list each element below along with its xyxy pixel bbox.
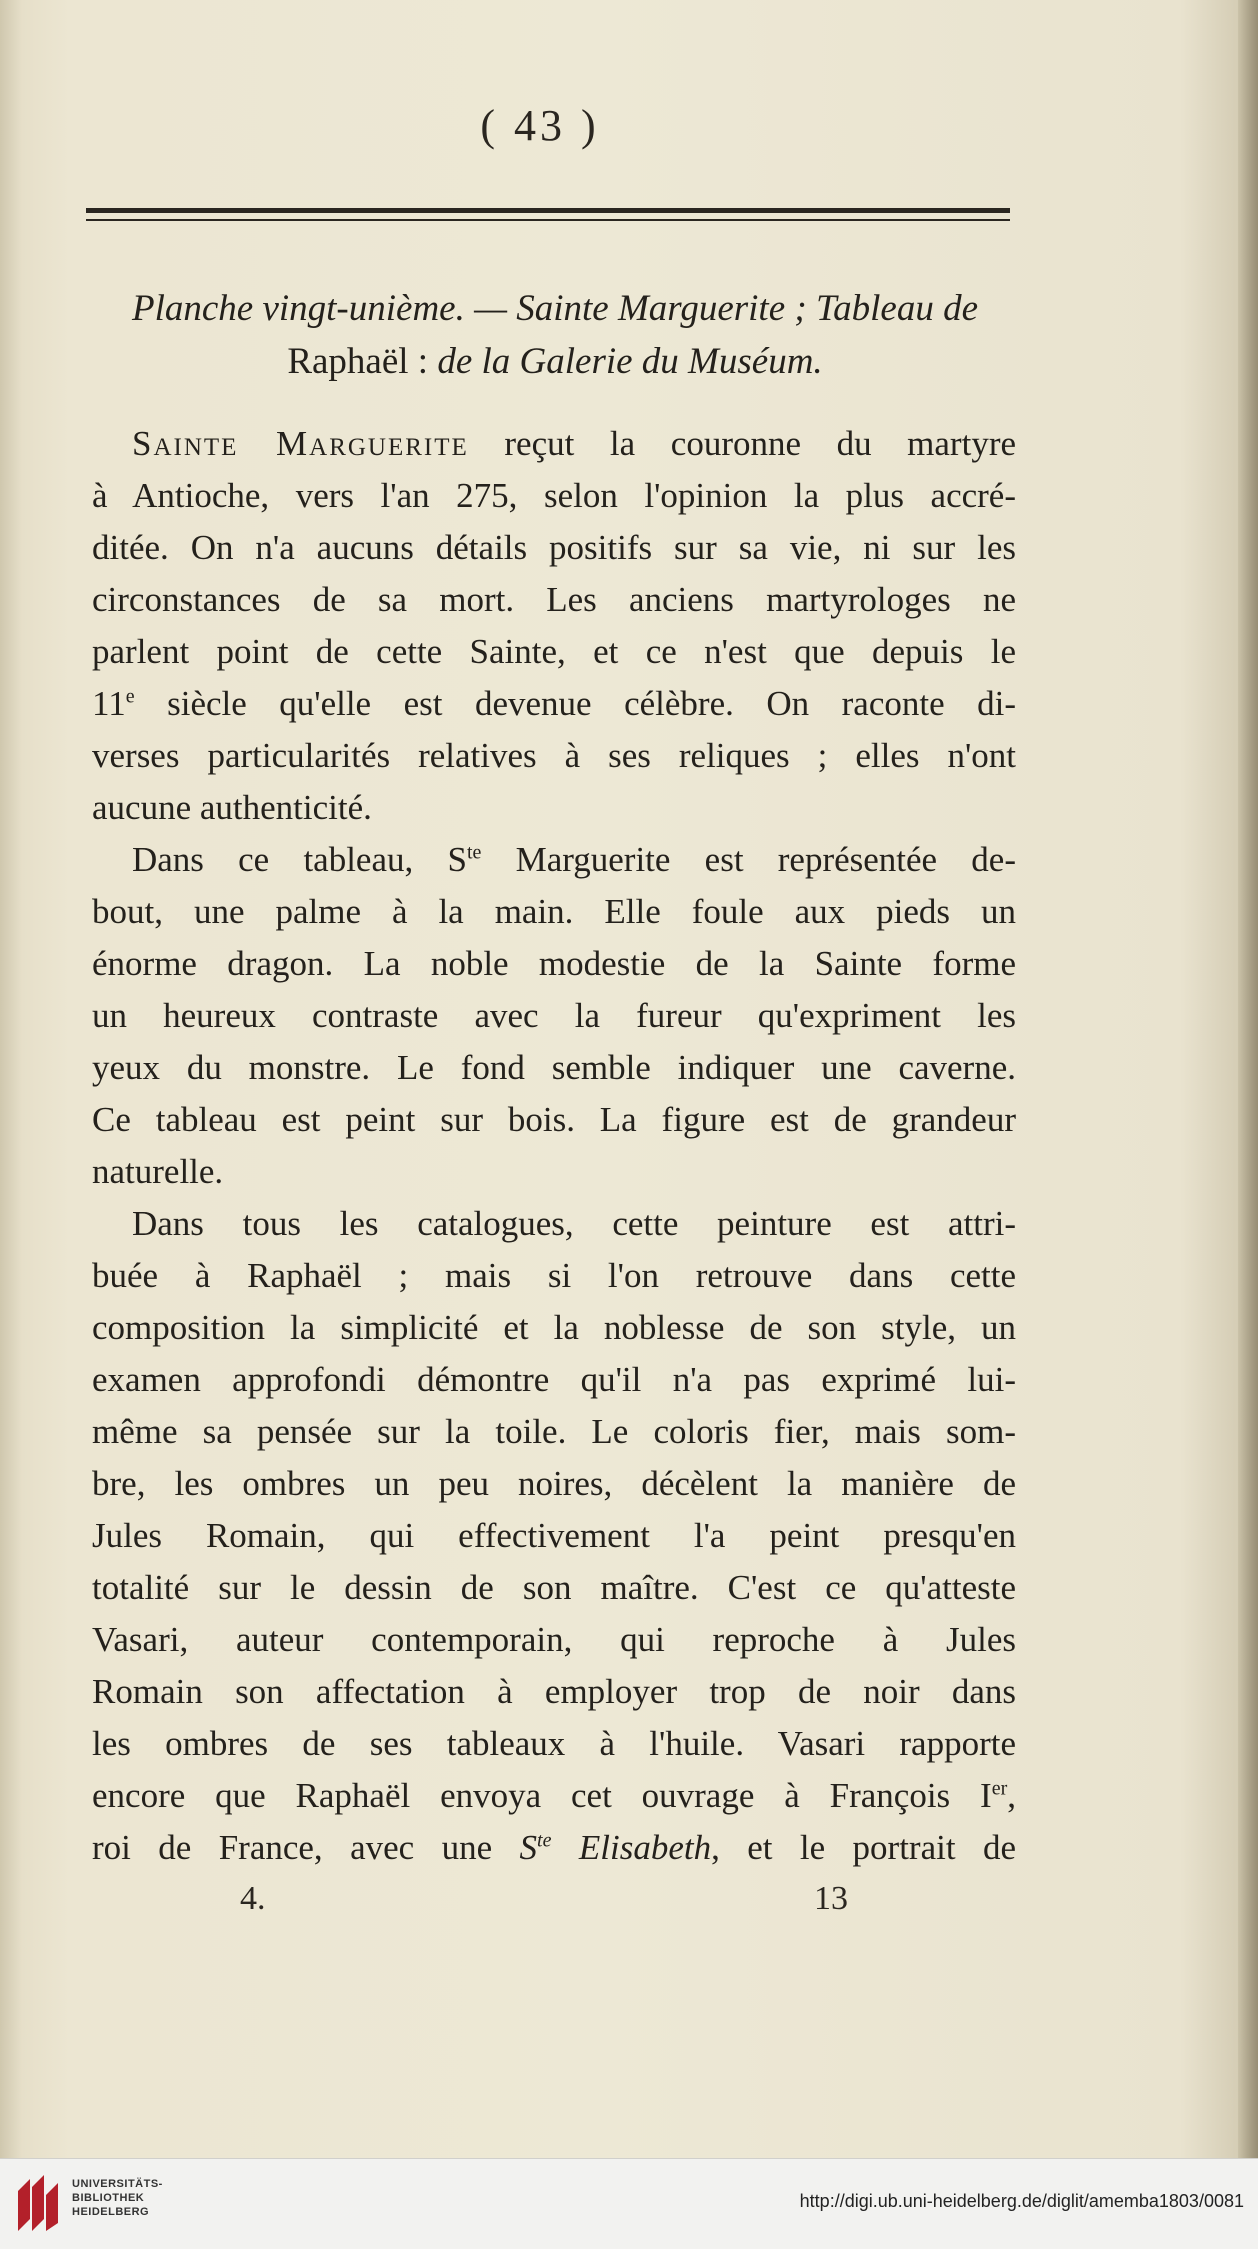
plate-heading [90,282,1020,388]
paragraph-1-line: aucune authenticité. [92,788,372,827]
paragraph-3-line: même sa pensée sur la toile. Le coloris fier, mais som- [92,1412,1016,1451]
paragraph-1-line: ditée. On n'a aucuns détails positifs sur sa vie, ni sur les [92,528,1016,567]
paragraph-1-line: verses particularités relatives à ses reliques ; elles n'ont [92,736,1016,775]
paragraph-2-line: bout, une palme à la main. Elle foule aux pieds un [92,892,1016,931]
paragraph-3-line: Romain son affectation à employer trop de noir dans [92,1672,1016,1711]
paragraph-3-line: composition la simplicité et la noblesse de son style, un [92,1308,1016,1347]
body-text [92,418,1016,1874]
saint-name-smallcaps: Sainte Marguerite [132,424,469,463]
library-name: UNIVERSITÄTS- BIBLIOTHEK HEIDELBERG [72,2178,163,2218]
paragraph-3-line: les ombres de ses tableaux à l'huile. Vasari rapporte [92,1724,1016,1763]
paragraph-2-line: Dans ce tableau, $S^{te}$ Marguerite est représentée de- [132,840,1016,879]
paragraph-3-line: roi de France, avec une $S^{te}$ Elisabeth, et le portrait de [92,1828,1016,1867]
heading-line-2-roman: Raphaël : [287,341,438,382]
header-rule-thick [86,208,1010,213]
paragraph-3-line: bre, les ombres un peu noires, décèlent la manière de [92,1464,1016,1503]
paragraph-1-line: circonstances de sa mort. Les anciens martyrologes ne [92,580,1016,619]
paragraph-2-line: naturelle. [92,1152,224,1191]
paragraph-2-line: Ce tableau est peint sur bois. La figure est de grandeur [92,1100,1016,1139]
work-title-italic: $S^{te}$ Elisabeth [519,1828,712,1867]
paragraph-3-line: Vasari, auteur contemporain, qui reproche à Jules [92,1620,1016,1659]
library-footer [0,2158,1258,2249]
permalink-url[interactable]: http://digi.ub.uni-heidelberg.de/diglit/amemba1803/0081 [799,2191,1244,2211]
paragraph-3-line: totalité sur le dessin de son maître. C'est ce qu'atteste [92,1568,1016,1607]
paragraph-3-line: encore que Raphaël envoya cet ouvrage à François Ier, [92,1776,1016,1815]
header-rule-thin [86,219,1010,221]
paragraph-1-line: parlent point de cette Sainte, et ce n'est que depuis le [92,632,1016,671]
sheet-number: 13 [814,1880,848,1917]
paragraph-3-line: examen approfondi démontre qu'il n'a pas exprimé lui- [92,1360,1016,1399]
paragraph-3-line: Jules Romain, qui effectivement l'a peint presqu'en [92,1516,1016,1555]
paragraph-2-line: énorme dragon. La noble modestie de la Sainte forme [92,944,1016,983]
signature-mark: 4. [240,1880,266,1917]
university-library-logo-icon [12,2171,64,2237]
paragraph-1-line: Sainte Marguerite reçut la couronne du martyre [132,424,1017,463]
paragraph-1-line: 11e siècle qu'elle est devenue célèbre. On raconte di- [92,684,1016,723]
paragraph-1-line: à Antioche, vers l'an 275, selon l'opinion la plus accré- [92,476,1016,515]
heading-line-1: Planche vingt-unième. — Sainte Marguerite ; Tableau de [131,288,979,329]
page-gutter-shadow [1238,0,1258,2158]
heading-line-2-italic: de la Galerie du Muséum. [437,341,823,382]
page-folio: ( 43 ) [480,101,600,150]
paragraph-3-line: Dans tous les catalogues, cette peinture est attri- [132,1204,1016,1243]
paragraph-3-line: buée à Raphaël ; mais si l'on retrouve dans cette [92,1256,1016,1295]
paragraph-2-line: yeux du monstre. Le fond semble indiquer une caverne. [92,1048,1016,1087]
paragraph-2-line: un heureux contraste avec la fureur qu'expriment les [92,996,1016,1035]
